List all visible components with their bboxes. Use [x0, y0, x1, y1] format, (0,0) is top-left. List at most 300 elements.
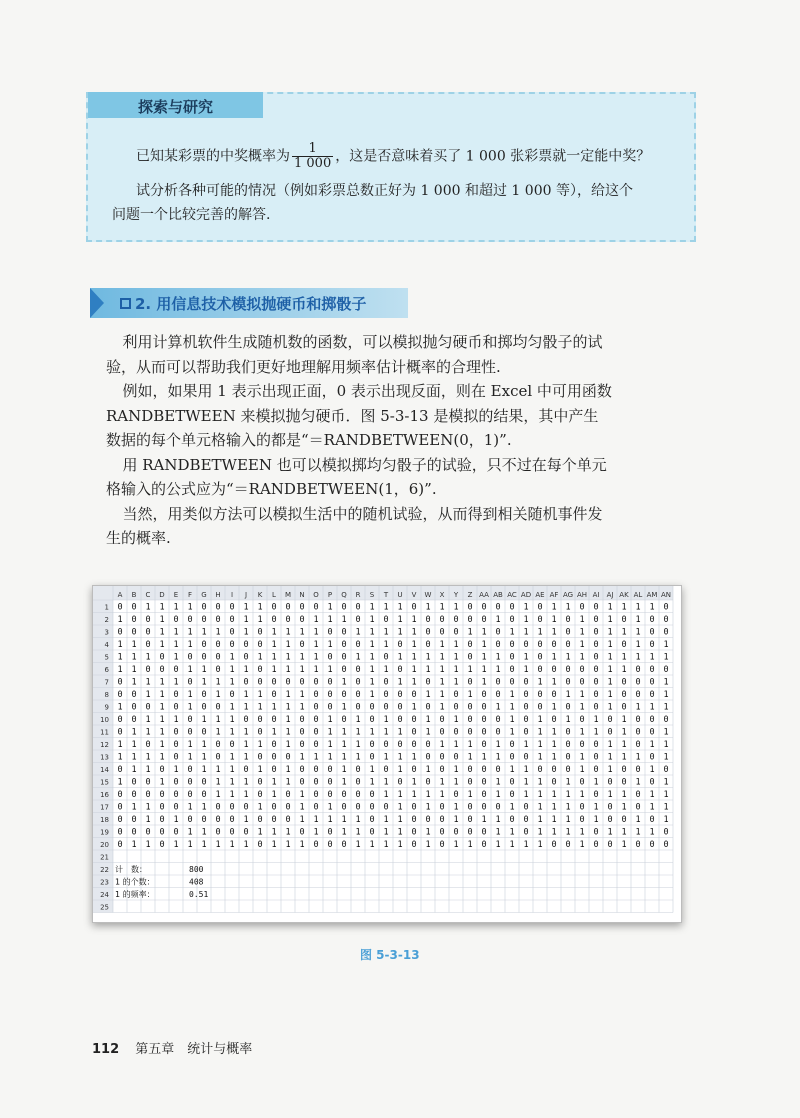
cell-value: 1 — [607, 740, 613, 750]
cell-value: 1 — [565, 715, 571, 725]
cell-value: 1 — [173, 652, 179, 663]
cell-value: 0 — [229, 602, 235, 613]
cell-value: 1 — [635, 627, 641, 638]
cell-value: 0 — [229, 640, 235, 650]
cell-value: 0 — [453, 690, 459, 700]
cell-value: 0 — [467, 777, 473, 788]
cell-value: 1 — [341, 740, 347, 750]
cell-value: 1 — [131, 727, 137, 738]
cell-value: 1 — [187, 752, 193, 763]
cell-value: 0 — [481, 802, 487, 813]
cell-value: 1 — [509, 715, 515, 725]
cell-value: 0 — [173, 690, 179, 700]
cell-value: 0 — [537, 702, 543, 713]
cell-value: 1 — [145, 840, 151, 850]
cell-value: 1 — [439, 702, 445, 713]
cell-value: 1 — [411, 665, 417, 675]
cell-value: 1 — [663, 690, 669, 700]
cell-value: 0 — [131, 690, 137, 700]
cell-value: 1 — [411, 652, 417, 663]
cell-value: 0 — [439, 615, 445, 625]
cell-value: 0 — [467, 677, 473, 688]
cell-value: 1 — [257, 740, 263, 750]
row-number: 2 — [104, 616, 109, 624]
cell-value: 1 — [453, 602, 459, 613]
cell-value: 0 — [299, 777, 305, 788]
row-number: 10 — [100, 716, 109, 724]
cell-value: 1 — [481, 815, 487, 825]
row-number: 3 — [104, 628, 109, 637]
cell-value: 0 — [285, 752, 291, 763]
cell-value: 1 — [397, 827, 403, 838]
cell-value: 1 — [201, 840, 207, 850]
cell-value: 0 — [271, 765, 277, 775]
cell-value: 0 — [243, 802, 249, 813]
cell-value: 1 — [243, 740, 249, 750]
cell-value: 1 — [509, 702, 515, 713]
cell-value: 0 — [243, 715, 249, 725]
cell-value: 0 — [467, 827, 473, 838]
cell-value: 1 — [495, 615, 501, 625]
cell-value: 0 — [131, 815, 137, 825]
cell-value: 0 — [593, 790, 599, 800]
cell-value: 1 — [523, 790, 529, 800]
cell-value: 0 — [201, 702, 207, 713]
cell-value: 0 — [439, 715, 445, 725]
cell-value: 0 — [383, 702, 389, 713]
cell-value: 1 — [369, 840, 375, 850]
column-header: J — [244, 591, 248, 599]
cell-value: 0 — [411, 840, 417, 850]
cell-value: 1 — [467, 690, 473, 700]
cell-value: 0 — [523, 727, 529, 738]
cell-value: 0 — [313, 702, 319, 713]
body-text — [106, 330, 612, 551]
cell-value: 0 — [509, 652, 515, 663]
cell-value: 1 — [397, 765, 403, 775]
cell-value: 0 — [579, 815, 585, 825]
cell-value: 1 — [579, 840, 585, 850]
cell-value: 1 — [523, 602, 529, 613]
cell-value: 0 — [243, 640, 249, 650]
cell-value: 1 — [579, 827, 585, 838]
cell-value: 1 — [355, 827, 361, 838]
cell-value: 0 — [173, 802, 179, 813]
cell-value: 0 — [551, 765, 557, 775]
cell-value: 1 — [131, 765, 137, 775]
cell-value: 0 — [131, 790, 137, 800]
cell-value: 1 — [369, 690, 375, 700]
cell-value: 1 — [327, 740, 333, 750]
cell-value: 1 — [551, 827, 557, 838]
cell-value: 1 — [607, 602, 613, 613]
row-number: 9 — [104, 703, 109, 712]
cell-value: 0 — [565, 677, 571, 688]
cell-value: 1 — [579, 765, 585, 775]
cell-value: 1 — [355, 815, 361, 825]
cell-value: 0 — [439, 627, 445, 638]
cell-value: 0 — [481, 827, 487, 838]
cell-value: 1 — [271, 727, 277, 738]
cell-value: 0 — [579, 740, 585, 750]
cell-value: 1 — [621, 727, 627, 738]
cell-value: 1 — [271, 627, 277, 638]
cell-value: 0 — [159, 765, 165, 775]
cell-value: 0 — [425, 677, 431, 688]
cell-value: 1 — [649, 602, 655, 613]
cell-value: 1 — [565, 690, 571, 700]
cell-value: 1 — [635, 777, 641, 788]
cell-value: 0 — [201, 602, 207, 613]
row-number: 23 — [100, 878, 109, 887]
cell-value: 1 — [299, 790, 305, 800]
cell-value: 1 — [229, 790, 235, 800]
cell-value: 1 — [551, 752, 557, 763]
cell-value: 0 — [621, 815, 627, 825]
cell-value: 0 — [285, 802, 291, 813]
cell-value: 1 — [145, 802, 151, 813]
cell-value: 0 — [537, 765, 543, 775]
cell-value: 0 — [397, 690, 403, 700]
cell-value: 0 — [411, 802, 417, 813]
column-header: T — [383, 591, 389, 599]
cell-value: 1 — [635, 702, 641, 713]
cell-value: 0 — [355, 765, 361, 775]
cell-value: 0 — [439, 765, 445, 775]
cell-value: 1 — [159, 615, 165, 625]
cell-value: 1 — [425, 665, 431, 675]
cell-value: 1 — [327, 640, 333, 650]
cell-value: 1 — [397, 802, 403, 813]
cell-value: 0 — [495, 627, 501, 638]
cell-value: 0 — [425, 752, 431, 763]
cell-value: 1 — [579, 702, 585, 713]
fraction-numerator: 1 — [292, 142, 333, 157]
cell-value: 0 — [593, 615, 599, 625]
cell-value: 1 — [215, 627, 221, 638]
cell-value: 1 — [481, 627, 487, 638]
page-number: 112 — [92, 1042, 120, 1057]
cell-value: 1 — [481, 640, 487, 650]
cell-value: 1 — [327, 727, 333, 738]
cell-value: 0 — [663, 827, 669, 838]
cell-value: 1 — [663, 802, 669, 813]
cell-value: 0 — [369, 752, 375, 763]
cell-value: 1 — [369, 640, 375, 650]
cell-value: 0 — [327, 627, 333, 638]
cell-value: 1 — [327, 615, 333, 625]
cell-value: 0 — [215, 602, 221, 613]
cell-value: 0 — [495, 602, 501, 613]
cell-value: 0 — [327, 765, 333, 775]
cell-value: 1 — [187, 627, 193, 638]
cell-value: 0 — [159, 652, 165, 663]
cell-value: 1 — [663, 777, 669, 788]
cell-value: 0 — [481, 602, 487, 613]
cell-value: 0 — [565, 727, 571, 738]
cell-value: 0 — [439, 827, 445, 838]
cell-value: 0 — [565, 665, 571, 675]
cell-value: 0 — [117, 690, 123, 700]
cell-value: 1 — [271, 840, 277, 850]
cell-value: 1 — [635, 640, 641, 650]
cell-value: 1 — [271, 640, 277, 650]
cell-value: 1 — [621, 790, 627, 800]
column-header: AE — [535, 591, 545, 599]
cell-value: 0 — [467, 640, 473, 650]
cell-value: 0 — [369, 815, 375, 825]
cell-value: 1 — [453, 640, 459, 650]
cell-value: 0 — [229, 690, 235, 700]
row-number: 6 — [104, 666, 109, 674]
cell-value: 0 — [397, 702, 403, 713]
column-header: L — [272, 591, 276, 599]
cell-value: 1 — [411, 627, 417, 638]
cell-value: 1 — [425, 652, 431, 663]
cell-value: 1 — [495, 827, 501, 838]
cell-value: 0 — [383, 615, 389, 625]
cell-value: 0 — [285, 602, 291, 613]
cell-value: 0 — [187, 790, 193, 800]
cell-value: 0 — [509, 615, 515, 625]
cell-value: 1 — [173, 815, 179, 825]
cell-value: 1 — [537, 727, 543, 738]
column-header: AF — [549, 591, 559, 599]
cell-value: 1 — [439, 665, 445, 675]
cell-value: 0 — [523, 715, 529, 725]
cell-value: 1 — [131, 740, 137, 750]
cell-value: 0 — [495, 677, 501, 688]
cell-value: 1 — [327, 802, 333, 813]
cell-value: 0 — [439, 802, 445, 813]
cell-value: 0 — [397, 640, 403, 650]
cell-value: 0 — [649, 777, 655, 788]
q1-prefix: 已知某彩票的中奖概率为 — [136, 148, 290, 165]
cell-value: 1 — [369, 765, 375, 775]
cell-value: 0 — [313, 715, 319, 725]
cell-value: 0 — [313, 677, 319, 688]
paragraph-1: 利用计算机软件生成随机数的函数，可以模拟抛匀硬币和掷均匀骰子的试验，从而可以帮助我们更好地理解用频率估计概率的合理性. — [106, 333, 603, 376]
cell-value: 0 — [551, 665, 557, 675]
cell-value: 0 — [327, 652, 333, 663]
cell-value: 1 — [159, 602, 165, 613]
column-header: H — [215, 591, 221, 599]
cell-value: 1 — [257, 802, 263, 813]
cell-value: 0 — [355, 602, 361, 613]
cell-value: 0 — [453, 752, 459, 763]
cell-value: 0 — [341, 665, 347, 675]
column-header: AG — [562, 591, 574, 599]
cell-value: 1 — [117, 615, 123, 625]
cell-value: 1 — [607, 702, 613, 713]
row-number: 24 — [100, 891, 109, 899]
cell-value: 1 — [243, 815, 249, 825]
cell-value: 1 — [299, 802, 305, 813]
cell-value: 1 — [467, 627, 473, 638]
cell-value: 1 — [635, 652, 641, 663]
cell-value: 0 — [621, 690, 627, 700]
cell-value: 0 — [495, 690, 501, 700]
cell-value: 0 — [201, 690, 207, 700]
cell-value: 1 — [271, 827, 277, 838]
cell-value: 1 — [621, 740, 627, 750]
cell-value: 1 — [495, 790, 501, 800]
cell-value: 1 — [509, 727, 515, 738]
cell-value: 0 — [579, 802, 585, 813]
cell-value: 0 — [509, 677, 515, 688]
cell-value: 0 — [229, 615, 235, 625]
summary-label: 计 数： — [115, 865, 147, 874]
column-header: AB — [493, 591, 503, 599]
cell-value: 1 — [411, 777, 417, 788]
explore-question-1 — [136, 142, 650, 171]
column-header: F — [187, 591, 193, 599]
cell-value: 1 — [215, 777, 221, 788]
cell-value: 1 — [243, 665, 249, 675]
cell-value: 0 — [411, 765, 417, 775]
cell-value: 1 — [215, 790, 221, 800]
cell-value: 1 — [229, 652, 235, 663]
cell-value: 1 — [229, 840, 235, 850]
cell-value: 0 — [481, 715, 487, 725]
cell-value: 1 — [159, 740, 165, 750]
cell-value: 1 — [607, 765, 613, 775]
cell-value: 0 — [425, 777, 431, 788]
cell-value: 1 — [159, 777, 165, 788]
cell-value: 0 — [257, 627, 263, 638]
row-number: 17 — [100, 803, 109, 812]
cell-value: 1 — [369, 652, 375, 663]
cell-value: 0 — [411, 602, 417, 613]
cell-value: 0 — [187, 727, 193, 738]
cell-value: 1 — [173, 640, 179, 650]
cell-value: 1 — [173, 840, 179, 850]
cell-value: 1 — [481, 652, 487, 663]
cell-value: 1 — [159, 640, 165, 650]
cell-value: 1 — [355, 752, 361, 763]
cell-value: 0 — [383, 690, 389, 700]
cell-value: 1 — [607, 640, 613, 650]
cell-value: 1 — [453, 840, 459, 850]
cell-value: 0 — [201, 815, 207, 825]
column-header: Q — [341, 591, 347, 599]
cell-value: 1 — [509, 827, 515, 838]
row-number: 1 — [104, 603, 109, 612]
cell-value: 1 — [257, 765, 263, 775]
cell-value: 1 — [383, 827, 389, 838]
cell-value: 0 — [649, 752, 655, 763]
cell-value: 0 — [131, 602, 137, 613]
cell-value: 1 — [481, 677, 487, 688]
cell-value: 0 — [201, 615, 207, 625]
cell-value: 0 — [313, 740, 319, 750]
cell-value: 1 — [327, 715, 333, 725]
cell-value: 0 — [523, 802, 529, 813]
cell-value: 0 — [117, 815, 123, 825]
row-number: 13 — [100, 753, 109, 762]
cell-value: 0 — [649, 840, 655, 850]
row-number: 19 — [100, 828, 109, 837]
cell-value: 0 — [439, 727, 445, 738]
spreadsheet-grid — [93, 586, 681, 922]
cell-value: 0 — [663, 602, 669, 613]
cell-value: 0 — [523, 677, 529, 688]
cell-value: 1 — [187, 602, 193, 613]
cell-value: 1 — [439, 602, 445, 613]
cell-value: 1 — [453, 765, 459, 775]
cell-value: 0 — [649, 627, 655, 638]
cell-value: 0 — [145, 777, 151, 788]
cell-value: 1 — [537, 802, 543, 813]
cell-value: 0 — [607, 840, 613, 850]
cell-value: 1 — [159, 752, 165, 763]
cell-value: 1 — [215, 765, 221, 775]
cell-value: 1 — [453, 715, 459, 725]
cell-value: 0 — [635, 715, 641, 725]
cell-value: 1 — [425, 602, 431, 613]
cell-value: 0 — [663, 715, 669, 725]
cell-value: 0 — [635, 840, 641, 850]
cell-value: 0 — [495, 727, 501, 738]
cell-value: 0 — [551, 840, 557, 850]
cell-value: 1 — [341, 615, 347, 625]
cell-value: 0 — [145, 790, 151, 800]
summary-value: 408 — [189, 877, 204, 887]
cell-value: 0 — [635, 790, 641, 800]
cell-value: 1 — [159, 690, 165, 700]
cell-value: 1 — [215, 677, 221, 688]
cell-value: 1 — [369, 602, 375, 613]
cell-value: 1 — [187, 702, 193, 713]
cell-value: 1 — [425, 715, 431, 725]
cell-value: 1 — [159, 715, 165, 725]
section-square-icon — [120, 298, 131, 309]
cell-value: 1 — [607, 827, 613, 838]
cell-value: 0 — [523, 815, 529, 825]
cell-value: 1 — [453, 740, 459, 750]
cell-value: 1 — [313, 615, 319, 625]
cell-value: 0 — [341, 790, 347, 800]
cell-value: 0 — [425, 740, 431, 750]
cell-value: 1 — [649, 827, 655, 838]
cell-value: 1 — [635, 752, 641, 763]
cell-value: 0 — [593, 840, 599, 850]
cell-value: 0 — [621, 702, 627, 713]
cell-value: 1 — [299, 840, 305, 850]
cell-value: 1 — [243, 840, 249, 850]
cell-value: 1 — [355, 727, 361, 738]
column-header: K — [257, 591, 263, 599]
cell-value: 0 — [593, 665, 599, 675]
cell-value: 1 — [257, 652, 263, 663]
cell-value: 1 — [243, 727, 249, 738]
cell-value: 0 — [257, 677, 263, 688]
cell-value: 1 — [593, 727, 599, 738]
cell-value: 0 — [355, 615, 361, 625]
cell-value: 1 — [579, 790, 585, 800]
cell-value: 1 — [369, 615, 375, 625]
cell-value: 1 — [383, 665, 389, 675]
cell-value: 0 — [173, 740, 179, 750]
row-number: 4 — [104, 641, 109, 649]
cell-value: 0 — [369, 802, 375, 813]
cell-value: 0 — [355, 677, 361, 688]
cell-value: 1 — [299, 665, 305, 675]
cell-value: 1 — [397, 815, 403, 825]
cell-value: 1 — [439, 690, 445, 700]
cell-value: 0 — [341, 690, 347, 700]
cell-value: 1 — [159, 727, 165, 738]
